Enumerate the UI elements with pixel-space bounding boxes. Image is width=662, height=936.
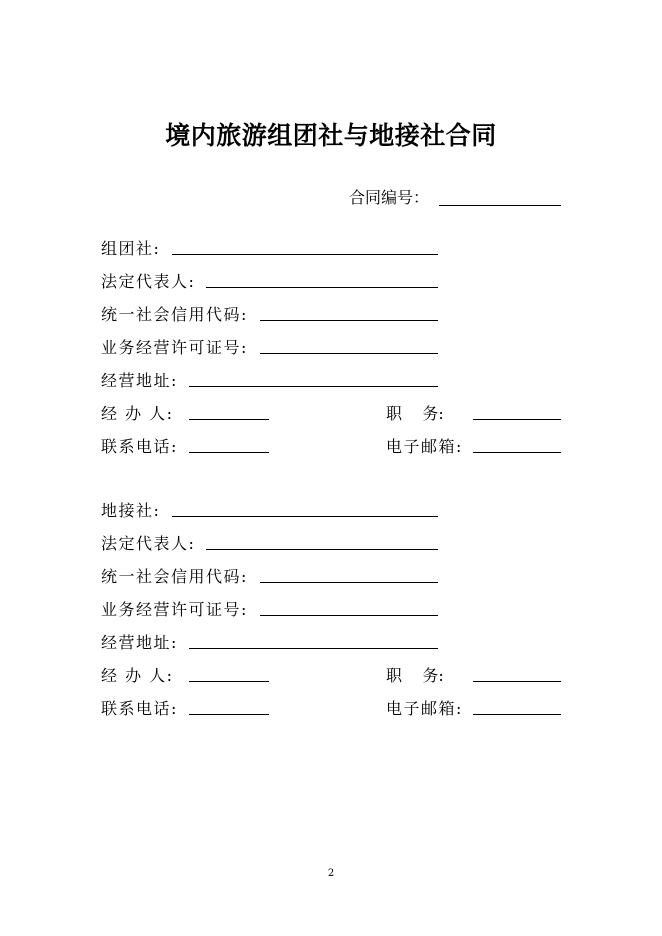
organizer-license-row xyxy=(101,335,248,358)
organizer-address-row xyxy=(101,368,178,391)
organizer-phone-row xyxy=(101,434,178,457)
contract-number-field[interactable] xyxy=(439,204,561,206)
organizer-email-label: 电子邮箱: xyxy=(386,437,463,456)
local-agency-license-label: 业务经营许可证号: xyxy=(101,600,248,619)
local-agency-phone-field[interactable] xyxy=(189,714,269,715)
organizer-credit-code-field[interactable] xyxy=(260,320,438,321)
organizer-credit-code-row xyxy=(101,302,248,325)
local-agency-credit-code-label: 统一社会信用代码: xyxy=(101,567,248,586)
local-agency-phone-row xyxy=(101,696,178,719)
organizer-name-field[interactable] xyxy=(172,254,438,255)
local-agency-credit-code-row xyxy=(101,564,248,587)
local-agency-handler-row xyxy=(101,663,174,686)
local-agency-position-label: 职 务: xyxy=(386,666,444,685)
local-agency-handler-field[interactable] xyxy=(189,681,269,682)
organizer-legal-rep-field[interactable] xyxy=(206,287,438,288)
document-title: 境内旅游组团社与地接社合同 xyxy=(165,121,497,150)
local-agency-position-field[interactable] xyxy=(473,681,561,682)
local-agency-license-row xyxy=(101,597,248,620)
organizer-position-field[interactable] xyxy=(473,419,561,420)
local-agency-legal-rep-field[interactable] xyxy=(206,549,438,550)
local-agency-legal-rep-label: 法定代表人: xyxy=(101,534,196,553)
organizer-address-field[interactable] xyxy=(189,386,438,387)
organizer-legal-rep-row xyxy=(101,269,195,292)
organizer-phone-label: 联系电话: xyxy=(101,437,178,456)
local-agency-name-label: 地接社: xyxy=(101,501,161,520)
local-agency-address-label: 经营地址: xyxy=(101,633,178,652)
organizer-phone-field[interactable] xyxy=(189,452,269,453)
local-agency-credit-code-field[interactable] xyxy=(260,582,438,583)
organizer-email-field[interactable] xyxy=(473,452,561,453)
contract-number-label: 合同编号： xyxy=(349,188,430,207)
organizer-license-field[interactable] xyxy=(260,353,438,354)
organizer-handler-field[interactable] xyxy=(189,419,269,420)
local-agency-name-field[interactable] xyxy=(172,516,438,517)
organizer-address-label: 经营地址: xyxy=(101,371,178,390)
local-agency-legal-rep-row xyxy=(101,531,195,554)
organizer-handler-label: 经 办 人: xyxy=(101,404,174,423)
organizer-credit-code-label: 统一社会信用代码: xyxy=(101,305,248,324)
organizer-legal-rep-label: 法定代表人: xyxy=(101,272,196,291)
organizer-name-label: 组团社: xyxy=(101,239,161,258)
organizer-handler-row xyxy=(101,401,174,424)
local-agency-license-field[interactable] xyxy=(260,615,438,616)
organizer-position-label: 职 务: xyxy=(386,404,444,423)
local-agency-handler-label: 经 办 人: xyxy=(101,666,174,685)
local-agency-address-field[interactable] xyxy=(189,648,438,649)
page-number: 2 xyxy=(327,868,335,879)
local-agency-phone-label: 联系电话: xyxy=(101,699,178,718)
local-agency-name-row xyxy=(101,498,160,521)
local-agency-email-label: 电子邮箱: xyxy=(386,699,463,718)
organizer-name-row xyxy=(101,236,160,259)
organizer-license-label: 业务经营许可证号: xyxy=(101,338,248,357)
local-agency-address-row xyxy=(101,630,178,653)
contract-number-row xyxy=(349,185,429,208)
local-agency-email-field[interactable] xyxy=(473,714,561,715)
